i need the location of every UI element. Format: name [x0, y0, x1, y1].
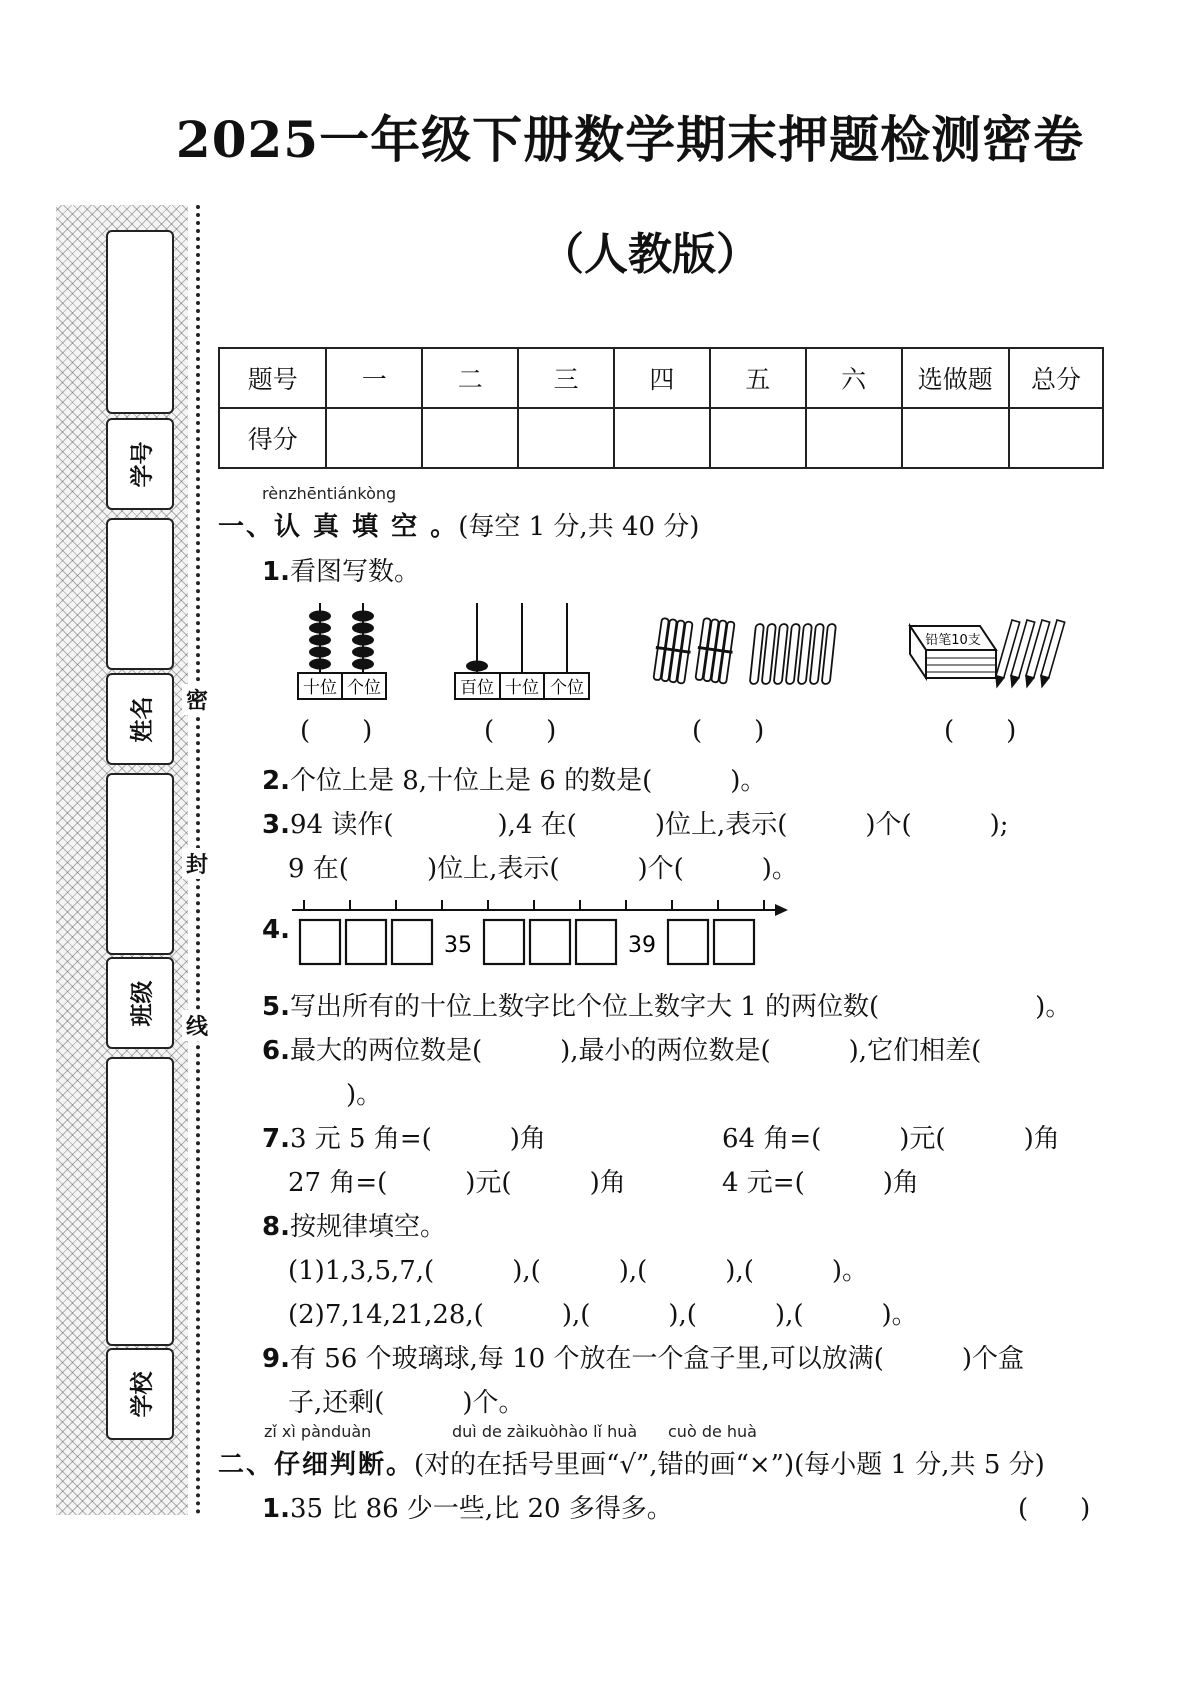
student-name-field[interactable] [106, 518, 174, 670]
q6-line1 [262, 1030, 981, 1067]
q7-b[interactable]: 64 角=( )元( )角 [722, 1124, 1060, 1154]
number-line-mark-35: 35 [444, 933, 472, 958]
number-box[interactable] [714, 920, 754, 964]
section2-note: (对的在括号里画“√”,错的画“×”)(每小题 1 分,共 5 分) [414, 1450, 1045, 1480]
question-number: 9. [262, 1344, 290, 1374]
seal-char-mi: 密 [182, 684, 212, 715]
q8-seq1[interactable]: (1)1,3,5,7,( ),( ),( ),( )。 [288, 1256, 868, 1286]
student-id-field[interactable] [106, 230, 174, 414]
q9-line1 [262, 1338, 1024, 1375]
section2-title: 二、仔细判断。 [218, 1450, 415, 1480]
q7-d[interactable]: 4 元=( )角 [722, 1168, 919, 1198]
question-number: 7. [262, 1124, 290, 1154]
question-number: 8. [262, 1212, 290, 1242]
section2-pinyin-1: zǐ xì pànduàn [264, 1422, 372, 1441]
q7-line1 [262, 1118, 546, 1155]
number-box[interactable] [300, 920, 340, 964]
question-number: 3. [262, 810, 290, 840]
score-cell[interactable] [710, 408, 806, 468]
table-header-cell: 选做题 [902, 348, 1009, 408]
q6-text-1[interactable]: 最大的两位数是( ),最小的两位数是( ),它们相差( [289, 1036, 982, 1066]
s2-q1-answer-blank[interactable]: ( ) [1018, 1494, 1091, 1524]
question-number: 6. [262, 1036, 290, 1066]
score-cell[interactable] [902, 408, 1009, 468]
question-number: 1. [262, 557, 290, 587]
q1-line [262, 551, 420, 588]
student-name-label: 姓名 [106, 673, 174, 765]
class-label: 班级 [106, 957, 174, 1049]
q1-answer-blank-1[interactable]: ( ) [300, 716, 373, 746]
table-header-cell: 六 [806, 348, 902, 408]
page-title: 2025一年级下册数学期末押题检测密卷 [175, 110, 1085, 169]
pencil-box-label: 铅笔10支 [925, 633, 981, 648]
table-header-cell: 五 [710, 348, 806, 408]
section2-heading [218, 1444, 1045, 1481]
score-cell[interactable] [422, 408, 518, 468]
score-cell[interactable] [326, 408, 422, 468]
section2-pinyin-3: cuò de huà [668, 1422, 757, 1441]
q1-answer-blank-2[interactable]: ( ) [484, 716, 557, 746]
section1-note: (每空 1 分,共 40 分) [458, 512, 700, 542]
q6-line2: )。 [346, 1080, 383, 1110]
abacus1-ones-label: 个位 [347, 678, 381, 698]
score-cell[interactable] [806, 408, 902, 468]
score-table-score-row [219, 408, 1103, 468]
section1-pinyin: rènzhēntiánkòng [262, 484, 397, 503]
q2-line [262, 760, 766, 797]
number-box[interactable] [668, 920, 708, 964]
number-box[interactable] [484, 920, 524, 964]
table-header-cell: 二 [422, 348, 518, 408]
question-number: 1. [262, 1494, 290, 1524]
q7-a[interactable]: 3 元 5 角=( )角 [289, 1124, 546, 1154]
table-header-cell: 一 [326, 348, 422, 408]
abacus1-tens-label: 十位 [303, 678, 337, 698]
number-line-mark-39: 39 [628, 933, 656, 958]
abacus-two-digit [298, 603, 386, 699]
s2-q1-text: 35 比 86 少一些,比 20 多得多。 [289, 1494, 673, 1524]
score-table [218, 347, 1104, 469]
table-header-cell: 总分 [1009, 348, 1103, 408]
q1-answer-blank-4[interactable]: ( ) [944, 716, 1017, 746]
q3-line2[interactable]: 9 在( )位上,表示( )个( )。 [288, 854, 798, 884]
question-number: 5. [262, 992, 290, 1022]
number-box[interactable] [530, 920, 570, 964]
student-id-label: 学号 [106, 418, 174, 510]
table-header-cell: 四 [614, 348, 710, 408]
abacus-three-digit [455, 603, 589, 699]
question-number: 4. [262, 915, 290, 945]
q3-line1 [262, 804, 1009, 841]
section1-title: 一、认 真 填 空 。 [218, 512, 459, 542]
score-cell[interactable] [614, 408, 710, 468]
q4-line [262, 915, 290, 945]
stick-bundles [651, 618, 836, 684]
school-label: 学校 [106, 1348, 174, 1440]
class-field[interactable] [106, 773, 174, 955]
q9-text-1[interactable]: 有 56 个玻璃球,每 10 个放在一个盒子里,可以放满( )个盒 [289, 1344, 1025, 1374]
score-row-label: 得分 [219, 408, 326, 468]
q8-seq2[interactable]: (2)7,14,21,28,( ),( ),( ),( )。 [288, 1300, 918, 1330]
q8-line [262, 1206, 446, 1243]
score-table-header-row [219, 348, 1103, 408]
abacus2-ones-label: 个位 [550, 678, 584, 698]
abacus2-hundreds-label: 百位 [460, 678, 494, 698]
loose-pencils [993, 620, 1064, 688]
score-cell[interactable] [1009, 408, 1103, 468]
number-box[interactable] [392, 920, 432, 964]
abacus2-tens-label: 十位 [505, 678, 539, 698]
question-number: 2. [262, 766, 290, 796]
q3-text-1[interactable]: 94 读作( ),4 在( )位上,表示( )个( ); [289, 810, 1009, 840]
q8-text: 按规律填空。 [289, 1212, 446, 1242]
number-box[interactable] [576, 920, 616, 964]
q1-figures [290, 598, 1090, 708]
q2-text[interactable]: 个位上是 8,十位上是 6 的数是( )。 [289, 766, 767, 796]
q1-text: 看图写数。 [289, 557, 420, 587]
pencil-box [910, 626, 996, 678]
seal-char-xian: 线 [182, 1010, 212, 1041]
q5-line [262, 986, 1071, 1023]
q9-line2[interactable]: 子,还剩( )个。 [288, 1388, 525, 1418]
q1-answer-blank-3[interactable]: ( ) [692, 716, 765, 746]
table-header-cell: 题号 [219, 348, 326, 408]
q5-text[interactable]: 写出所有的十位上数字比个位上数字大 1 的两位数( )。 [289, 992, 1072, 1022]
score-cell[interactable] [518, 408, 614, 468]
page-subtitle: （人教版） [540, 229, 760, 280]
table-header-cell: 三 [518, 348, 614, 408]
number-box[interactable] [346, 920, 386, 964]
school-field[interactable] [106, 1057, 174, 1346]
q4-number-line [290, 892, 790, 972]
seal-char-feng: 封 [182, 848, 212, 879]
q7-c[interactable]: 27 角=( )元( )角 [288, 1168, 626, 1198]
s2-q1-line [262, 1488, 673, 1525]
section1-heading [218, 506, 699, 543]
section2-pinyin-2: duì de zàikuòhào lǐ huà [452, 1422, 638, 1441]
